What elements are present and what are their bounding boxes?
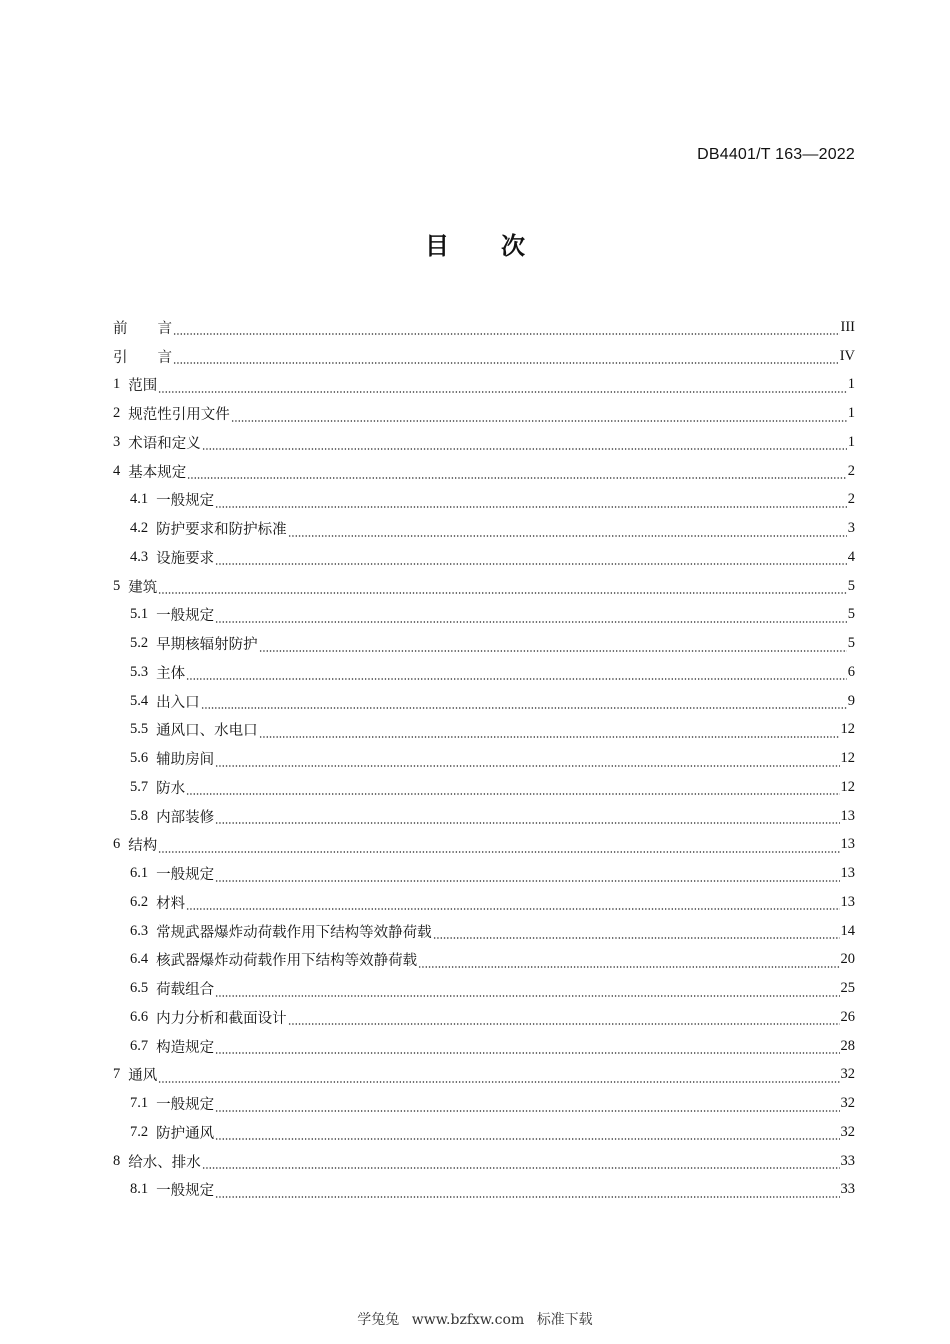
toc-entry-title: 基本规定 [128,464,187,481]
toc-entry[interactable] [113,572,855,601]
toc-entry-number: 5.5 [130,721,149,738]
toc-entry-number: 1 [113,376,121,393]
toc-entry-page: 4 [847,548,855,565]
toc-leader-dots [215,754,839,768]
toc-leader-dots [288,524,847,538]
toc-entry-page: 12 [840,750,855,767]
toc-entry-number: 5.1 [130,606,149,623]
toc-leader-dots [201,696,847,710]
toc-entry[interactable] [113,428,855,457]
toc-leader-dots [186,897,839,911]
toc-entry-page: 12 [840,721,855,738]
toc-entry-number: 8 [113,1152,121,1169]
toc-entry-number: 6.3 [130,922,149,939]
toc-entry-title: 构造规定 [156,1039,215,1056]
toc-leader-dots [158,380,847,394]
toc-entry[interactable] [113,601,855,630]
toc-leader-dots [433,926,840,940]
toc-entry-page: 13 [840,865,855,882]
toc-leader-dots [173,351,839,365]
toc-entry-title: 防护要求和防护标准 [156,522,287,539]
toc-entry-number: 6.2 [130,893,149,910]
toc-leader-dots [158,581,847,595]
toc-entry-page: 33 [840,1152,855,1169]
toc-entry-number: 6 [113,836,121,853]
toc-leader-dots [259,639,847,653]
toc-entry-title: 术语和定义 [128,435,201,452]
toc-entry-number: 6.4 [130,951,149,968]
toc-leader-dots [215,1185,839,1199]
toc-entry-page: III [840,318,855,335]
table-of-contents [113,313,855,1204]
toc-entry-number: 5.6 [130,750,149,767]
toc-entry-title: 核武器爆炸动荷载作用下结构等效静荷载 [156,953,418,970]
toc-entry-page: 32 [840,1066,855,1083]
toc-entry[interactable] [113,773,855,802]
toc-leader-dots [215,610,847,624]
toc-entry[interactable] [113,1089,855,1118]
toc-entry-page: 12 [840,778,855,795]
toc-entry-title: 荷载组合 [156,982,215,999]
toc-entry[interactable] [113,1003,855,1032]
toc-leader-dots [187,466,847,480]
toc-entry-page: IV [839,347,855,364]
toc-entry-title: 内部装修 [156,809,215,826]
toc-entry[interactable] [113,457,855,486]
toc-entry[interactable] [113,946,855,975]
toc-entry-page: 2 [847,462,855,479]
toc-entry-number: 5.4 [130,692,149,709]
footer-watermark [0,1309,950,1329]
toc-leader-dots [418,955,839,969]
toc-entry-page: 32 [840,1095,855,1112]
toc-leader-dots [186,667,847,681]
toc-leader-dots [215,1041,839,1055]
toc-entry-page: 13 [840,893,855,910]
toc-entry[interactable] [113,1032,855,1061]
toc-entry-page: 13 [840,836,855,853]
toc-entry-page: 6 [847,663,855,680]
toc-entry-title: 一般规定 [156,608,215,625]
toc-entry-page: 1 [847,376,855,393]
toc-entry-page: 5 [847,606,855,623]
toc-leader-dots [231,409,847,423]
toc-entry-number: 4.1 [130,491,149,508]
toc-entry-title-char: 引 [113,349,128,366]
toc-entry-title: 范围 [128,378,158,395]
toc-entry-page: 1 [847,405,855,422]
toc-leader-dots [202,437,847,451]
toc-entry-number: 4.2 [130,520,149,537]
toc-leader-dots [173,322,840,336]
toc-leader-dots [202,1156,840,1170]
toc-entry-title: 主体 [156,665,186,682]
toc-entry-page: 33 [840,1181,855,1198]
toc-entry-page: 32 [840,1123,855,1140]
toc-entry-title: 内力分析和截面设计 [156,1010,287,1027]
page-title [0,226,950,261]
toc-entry-number: 6.6 [130,1008,149,1025]
toc-entry-title: 一般规定 [156,1097,215,1114]
toc-entry-page: 9 [847,692,855,709]
toc-entry[interactable] [113,687,855,716]
toc-entry-number: 4 [113,462,121,479]
toc-entry[interactable] [113,543,855,572]
toc-entry[interactable] [113,1061,855,1090]
toc-leader-dots [215,552,847,566]
toc-leader-dots [288,1012,840,1026]
toc-entry-page: 5 [847,635,855,652]
toc-entry-number: 5.8 [130,807,149,824]
toc-entry-title: 设施要求 [156,550,215,567]
toc-entry-title-char: 言 [157,320,172,337]
toc-entry-page: 1 [847,433,855,450]
toc-entry-page: 5 [847,577,855,594]
toc-entry-number: 7.2 [130,1123,149,1140]
toc-leader-dots [215,1099,839,1113]
toc-entry[interactable] [113,831,855,860]
toc-entry-number: 4.3 [130,548,149,565]
footer-site-name: 学兔兔 [357,1312,400,1328]
toc-entry[interactable] [113,486,855,515]
toc-entry[interactable] [113,399,855,428]
toc-entry-page: 3 [847,520,855,537]
toc-entry[interactable] [113,342,855,371]
toc-entry-title: 防水 [156,780,186,797]
toc-entry-title: 一般规定 [156,867,215,884]
toc-leader-dots [215,1127,839,1141]
toc-entry-number: 7 [113,1066,121,1083]
toc-entry-number: 2 [113,405,121,422]
toc-entry-number: 5.7 [130,778,149,795]
title-char-2: 次 [501,232,525,260]
toc-entry-title: 一般规定 [156,493,215,510]
toc-entry-title: 通风 [128,1068,158,1085]
toc-entry[interactable] [113,716,855,745]
toc-leader-dots [215,495,847,509]
toc-entry[interactable] [113,1147,855,1176]
toc-entry[interactable] [113,917,855,946]
toc-entry-title: 一般规定 [156,1183,215,1200]
toc-entry-title: 防护通风 [156,1125,215,1142]
toc-entry-title: 给水、排水 [128,1154,201,1171]
toc-entry-title: 常规武器爆炸动荷载作用下结构等效静荷载 [156,924,432,941]
toc-entry-title: 早期核辐射防护 [156,637,258,654]
toc-entry[interactable] [113,888,855,917]
toc-entry-title: 规范性引用文件 [128,407,230,424]
toc-entry[interactable] [113,313,855,342]
toc-entry-number: 6.7 [130,1037,149,1054]
toc-entry-page: 20 [840,951,855,968]
toc-entry-title: 材料 [156,895,186,912]
toc-entry[interactable] [113,658,855,687]
toc-leader-dots [158,840,839,854]
toc-entry-number: 3 [113,433,121,450]
toc-entry-number: 7.1 [130,1095,149,1112]
toc-leader-dots [215,811,839,825]
document-code: DB4401/T 163—2022 [697,146,855,163]
footer-label: 标准下载 [536,1312,593,1328]
toc-entry-number: 6.1 [130,865,149,882]
toc-leader-dots [158,1070,839,1084]
toc-entry-page: 2 [847,491,855,508]
toc-leader-dots [259,725,840,739]
toc-entry-title: 辅助房间 [156,752,215,769]
toc-entry-number: 6.5 [130,980,149,997]
toc-entry[interactable] [113,974,855,1003]
toc-entry-number: 5.2 [130,635,149,652]
toc-entry-title-char: 言 [157,349,172,366]
toc-entry[interactable] [113,371,855,400]
toc-entry-page: 28 [840,1037,855,1054]
toc-entry-number: 8.1 [130,1181,149,1198]
footer-url[interactable]: www.bzfxw.com [411,1312,525,1328]
toc-leader-dots [186,782,839,796]
toc-leader-dots [215,869,839,883]
title-char-1: 目 [425,232,449,260]
toc-leader-dots [215,984,839,998]
toc-entry[interactable] [113,859,855,888]
toc-entry-title: 通风口、水电口 [156,723,258,740]
toc-entry-number: 5.3 [130,663,149,680]
toc-entry-page: 13 [840,807,855,824]
toc-entry-title: 结构 [128,838,158,855]
toc-entry[interactable] [113,514,855,543]
toc-entry-title: 建筑 [128,579,158,596]
toc-entry[interactable] [113,1176,855,1205]
toc-entry-page: 14 [840,922,855,939]
toc-entry-title: 出入口 [156,694,200,711]
toc-entry[interactable] [113,744,855,773]
toc-entry-page: 25 [840,980,855,997]
toc-entry[interactable] [113,802,855,831]
toc-entry[interactable] [113,1118,855,1147]
toc-entry-number: 5 [113,577,121,594]
toc-entry-title-char: 前 [113,320,128,337]
toc-entry[interactable] [113,629,855,658]
toc-entry-page: 26 [840,1008,855,1025]
